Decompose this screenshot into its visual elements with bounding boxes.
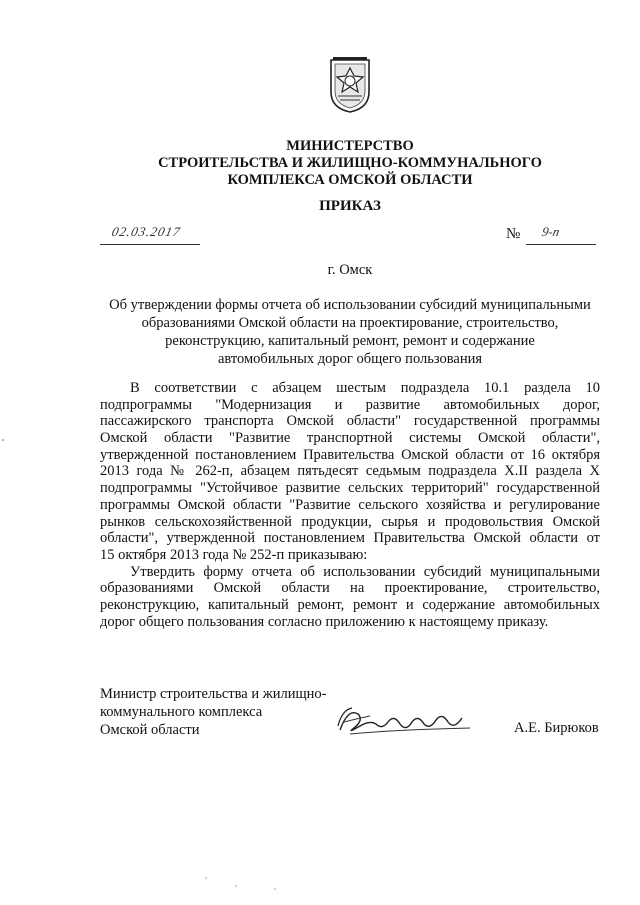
body-line: реконструкцию, капитальный ремонт, ремонт и содержание автомобильных — [100, 596, 600, 613]
body-line: дорог общего пользования согласно приложению к настоящему приказу. — [100, 613, 549, 630]
signatory-title-line: Омской области — [100, 722, 200, 738]
subject-line: автомобильных дорог общего пользования — [217, 351, 483, 367]
subject-line: образованиями Омской области на проектирование, строительство, — [141, 315, 559, 331]
ministry-name-line2: СТРОИТЕЛЬСТВА И ЖИЛИЩНО-КОММУНАЛЬНОГО — [158, 155, 542, 171]
ministry-name-line3: КОМПЛЕКСА ОМСКОЙ ОБЛАСТИ — [227, 172, 473, 188]
subject-line: Об утверждении формы отчета об использовании субсидий муниципальными — [109, 297, 591, 313]
body-line: подпрограммы "Устойчивое развитие сельских территорий" государственной — [100, 480, 600, 497]
body-line: 15 октября 2013 года № 252-п приказываю: — [100, 546, 368, 563]
body-line: области", утвержденной постановлением Правительства Омской области от — [100, 530, 600, 547]
body-line: 2013 года № 262-п, абзацем пятьдесят седьмым подраздела X.II раздела X — [100, 463, 600, 480]
handwritten-number: 9-п — [540, 224, 562, 239]
body-line: Утвердить форму отчета об использовании субсидий муниципальными — [130, 563, 600, 580]
body-line: пассажирского транспорта Омской области" государственной программы — [100, 413, 600, 430]
body-line: образованиями Омской области на проектирование, строительство, — [100, 580, 600, 597]
body-line: рынков сельскохозяйственной продукции, сырья и продовольствия Омской — [100, 513, 600, 530]
signatory-title-line: коммунального комплекса — [100, 704, 263, 720]
subject-line: реконструкцию, капитальный ремонт, ремонт и содержание — [165, 333, 535, 349]
body-line: программы Омской области "Развитие сельского хозяйства и регулирование — [100, 496, 600, 513]
number-label: № — [506, 226, 521, 242]
body-line: В соответствии с абзацем шестым подраздела 10.1 раздела 10 — [130, 380, 600, 396]
body-line: Омской области "Развитие транспортной системы Омской области", — [100, 430, 600, 447]
ministry-name-line1: МИНИСТЕРСТВО — [286, 138, 414, 154]
city-name: г. Омск — [327, 262, 373, 278]
body-line: подпрограммы "Модернизация и развитие автомобильных дорог, — [100, 396, 600, 413]
signatory-title-line: Министр строительства и жилищно- — [100, 686, 327, 702]
body-line: утвержденной постановлением Правительства Омской области от 16 октября — [100, 446, 600, 463]
signer-name: А.Е. Бирюков — [514, 720, 599, 736]
document-type-title: ПРИКАЗ — [319, 198, 381, 214]
handwritten-date: 02.03.2017 — [110, 224, 183, 239]
